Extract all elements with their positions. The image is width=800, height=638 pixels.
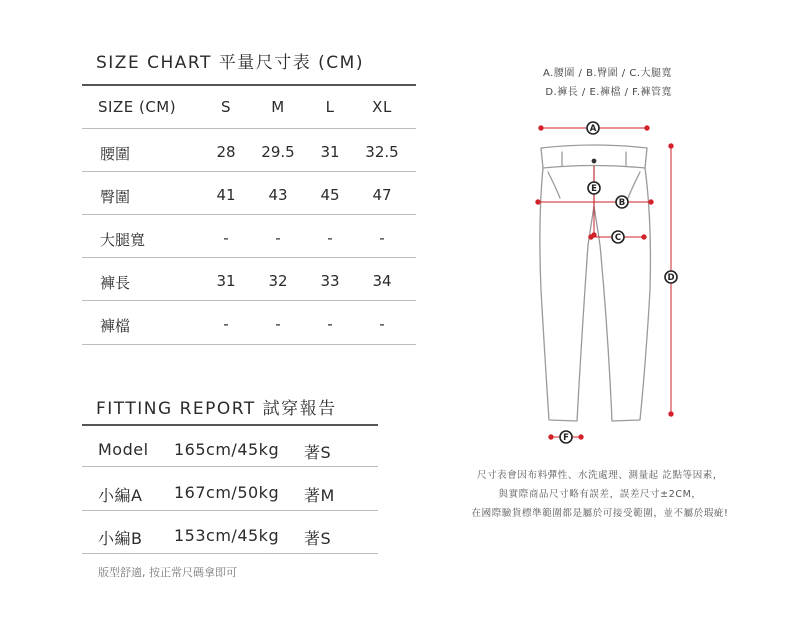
fitting-top-rule — [82, 424, 378, 426]
table-cell: - — [223, 315, 229, 333]
marker-d — [665, 271, 677, 283]
table-cell: 47 — [372, 186, 392, 204]
disclaimer-line-3: 在國際驗貨標準範圍都是屬於可接受範圍，並不屬於瑕疵! — [471, 508, 729, 519]
marker-c — [612, 231, 624, 243]
marker-b — [616, 196, 628, 208]
row-label-length: 褲長 — [100, 274, 131, 292]
size-header-l: L — [325, 98, 335, 116]
marker-e — [588, 182, 600, 194]
table-cell: 28 — [216, 143, 236, 161]
measure-dot — [669, 412, 673, 416]
row-divider — [82, 553, 378, 554]
row-divider — [82, 344, 416, 345]
size-chart-top-rule — [82, 84, 416, 86]
fitting-report-title: FITTING REPORT 試穿報告 — [96, 399, 337, 419]
fit-measure: 165cm/45kg — [174, 440, 280, 459]
measure-dot — [579, 435, 583, 439]
fit-size: 著S — [304, 529, 332, 548]
row-divider — [82, 171, 416, 172]
size-header-m: M — [271, 98, 285, 116]
fit-name: Model — [98, 440, 149, 459]
row-divider — [82, 510, 378, 511]
row-label-rise: 褲檔 — [100, 317, 131, 335]
table-cell: - — [379, 229, 385, 247]
svg-text:E: E — [591, 184, 597, 194]
table-cell: 34 — [372, 272, 392, 290]
size-chart-header-label: SIZE (CM) — [98, 98, 177, 116]
table-cell: 31 — [216, 272, 236, 290]
table-cell: 32.5 — [365, 143, 399, 161]
svg-text:F: F — [563, 433, 569, 443]
table-cell: - — [327, 229, 333, 247]
row-label-waist: 腰圍 — [100, 145, 131, 163]
table-cell: 29.5 — [261, 143, 295, 161]
fit-measure: 167cm/50kg — [174, 483, 280, 502]
svg-text:C: C — [614, 233, 622, 243]
fit-size: 著S — [304, 443, 332, 462]
pants-diagram — [520, 110, 700, 450]
table-cell: - — [327, 315, 333, 333]
fit-measure: 153cm/45kg — [174, 526, 280, 545]
table-cell: - — [275, 315, 281, 333]
disclaimer-line-1: 尺寸表會因布料彈性、水洗處理、測量起 訖點等因素， — [476, 470, 724, 481]
row-divider — [82, 257, 416, 258]
measure-dot — [645, 126, 649, 130]
row-divider — [82, 214, 416, 215]
row-label-thigh: 大腿寬 — [100, 231, 146, 249]
disclaimer — [440, 466, 760, 523]
table-cell: - — [379, 315, 385, 333]
measure-dot — [592, 233, 596, 237]
row-divider — [82, 128, 416, 129]
marker-f — [560, 431, 572, 443]
row-divider — [82, 466, 378, 467]
measure-dot — [536, 200, 540, 204]
size-header-s: S — [220, 98, 232, 116]
table-cell: 31 — [320, 143, 340, 161]
measure-legend-line-2: D.褲長 / E.褲檔 / F.褲管寬 — [545, 87, 672, 98]
fit-size: 著M — [304, 486, 335, 505]
svg-text:D: D — [667, 273, 675, 283]
table-cell: 33 — [320, 272, 340, 290]
size-header-xl: XL — [372, 98, 392, 116]
measure-dot — [549, 435, 553, 439]
table-cell: 45 — [320, 186, 340, 204]
table-cell: - — [223, 229, 229, 247]
size-chart-title: SIZE CHART 平量尺寸表 (CM) — [96, 53, 364, 73]
table-cell: 41 — [216, 186, 236, 204]
measure-dot — [669, 144, 673, 148]
svg-text:A: A — [589, 124, 597, 134]
table-cell: 43 — [268, 186, 288, 204]
measure-dot — [642, 235, 646, 239]
fit-name: 小編B — [98, 529, 143, 548]
fit-name: 小編A — [98, 486, 143, 505]
table-cell: 32 — [268, 272, 288, 290]
svg-text:B: B — [618, 198, 626, 208]
marker-a — [587, 122, 599, 134]
measure-legend-line-1: A.腰圍 / B.臀圍 / C.大腿寬 — [543, 68, 672, 79]
row-divider — [82, 300, 416, 301]
measure-dot — [649, 200, 653, 204]
disclaimer-line-2: 與實際商品尺寸略有誤差，誤差尺寸±2CM， — [498, 489, 702, 500]
waist-button — [592, 159, 597, 164]
table-cell: - — [275, 229, 281, 247]
row-label-hip: 臀圍 — [100, 188, 131, 206]
fitting-note: 版型舒適, 按正常尺碼拿即可 — [98, 566, 237, 579]
measure-dot — [539, 126, 543, 130]
